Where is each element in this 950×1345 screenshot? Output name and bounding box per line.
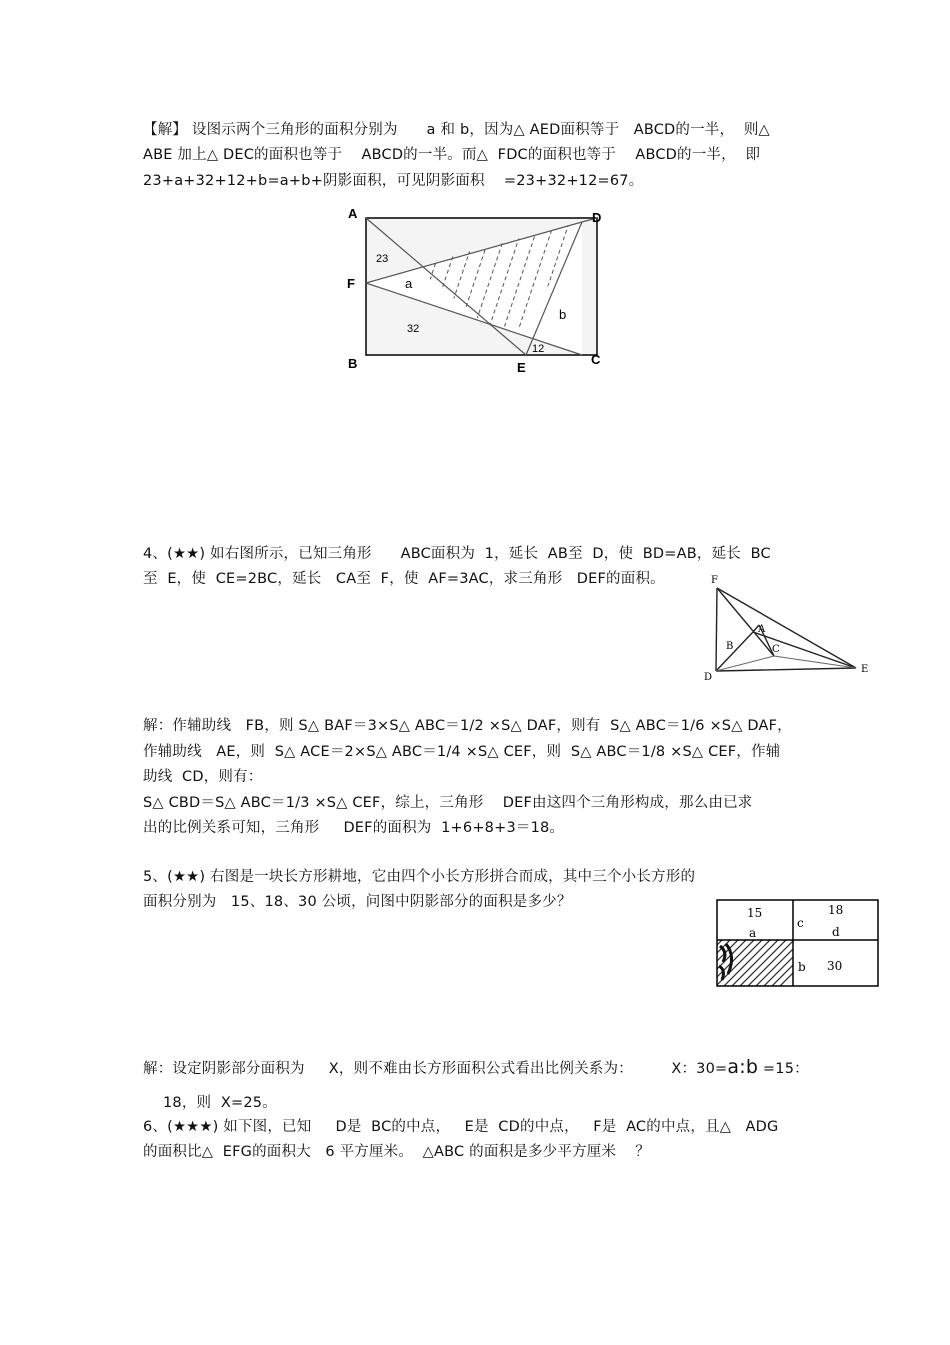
solution5-ratio: a:b (727, 1056, 759, 1078)
vertex-A: A (758, 624, 766, 635)
area-label-12: 12 (532, 343, 545, 355)
problem4-line-2: 至 E，使 CE=2BC，延长 CA至 F，使 AF=3AC，求三角形 DEF的面积。 (143, 571, 665, 587)
area-label-32: 32 (407, 323, 420, 335)
solution3-line-3: 23+a+32+12+b=a+b+阴影面积，可见阴影面积 =23+32+12=67。 (143, 173, 644, 189)
vertex-F: F (711, 575, 718, 586)
problem4-line-1: 4、(★★) 如右图所示，已知三角形 ABC面积为 1，延长 AB至 D，使 BD=AB，延长 BC (143, 546, 771, 562)
solution5-text-post: =15： (758, 1061, 809, 1077)
vertex-E: E (861, 664, 869, 675)
cell-letter-d: d (832, 925, 840, 939)
vertex-E: E (517, 360, 526, 375)
cell-value-15: 15 (747, 906, 763, 920)
vertex-D: D (704, 672, 713, 683)
problem5-line-2: 面积分别为 15、18、30 公顷，问图中阴影部分的面积是多少？ (143, 894, 572, 910)
vertex-B: B (726, 641, 734, 652)
solution4-line-2: 作辅助线 AE，则 S△ ACE＝2×S△ ABC＝1/4 ×S△ CEF，则 S△ ABC＝1/8 ×S△ CEF，作辅 (143, 744, 781, 760)
field-figure (714, 896, 882, 990)
solution4-line-1: 解：作辅助线 FB，则 S△ BAF＝3×S△ ABC＝1/2 ×S△ DAF，则有 S△ ABC＝1/6 ×S△ DAF， (143, 718, 792, 734)
cell-value-30: 30 (827, 959, 843, 973)
solution5-line-2: 18，则 X=25。 (163, 1095, 277, 1111)
rectangle-figure (340, 200, 620, 380)
solution4-line-4: S△ CBD＝S△ ABC＝1/3 ×S△ CEF，综上，三角形 DEF由这四个三角形构成，那么由已求 (143, 795, 753, 811)
triangle-def-figure (698, 570, 878, 685)
vertex-D: D (592, 210, 602, 225)
area-label-b: b (559, 307, 567, 322)
solution4-line-3: 助线 CD，则有： (143, 769, 263, 785)
solution3-line-1: 【解】 设图示两个三角形的面积分别为 a 和 b，因为△ AED面积等于 ABCD的一半， 则△ (143, 122, 770, 138)
problem6-line-2: 的面积比△ EFG的面积大 6 平方厘米。 △ABC 的面积是多少平方厘米 ？ (143, 1144, 651, 1160)
vertex-C: C (591, 352, 601, 367)
solution3-line-2: ABE 加上△ DEC的面积也等于 ABCD的一半。而△ FDC的面积也等于 ABCD的一半， 即 (143, 147, 761, 163)
cell-letter-b: b (798, 960, 806, 974)
problem5-line-1: 5、(★★) 右图是一块长方形耕地，它由四个小长方形拼合而成，其中三个小长方形的 (143, 869, 696, 885)
vertex-C: C (772, 644, 780, 655)
cell-letter-a: a (749, 926, 757, 940)
cell-value-18: 18 (828, 903, 844, 917)
vertex-A: A (348, 206, 358, 221)
solution5-line-1 (143, 1057, 809, 1079)
vertex-F: F (347, 276, 355, 291)
solution4-line-5: 出的比例关系可知，三角形 DEF的面积为 1+6+8+3＝18。 (143, 820, 565, 836)
area-label-23: 23 (376, 253, 389, 265)
area-label-a: a (405, 276, 413, 291)
vertex-B: B (348, 356, 358, 371)
cell-letter-c: c (797, 916, 804, 930)
solution5-text-pre: 解：设定阴影部分面积为 X，则不难由长方形面积公式看出比例关系为： X：30= (143, 1061, 728, 1077)
problem6-line-1: 6、(★★★) 如下图，已知 D是 BC的中点， E是 CD的中点， F是 AC的中点，且△ ADG (143, 1119, 779, 1135)
